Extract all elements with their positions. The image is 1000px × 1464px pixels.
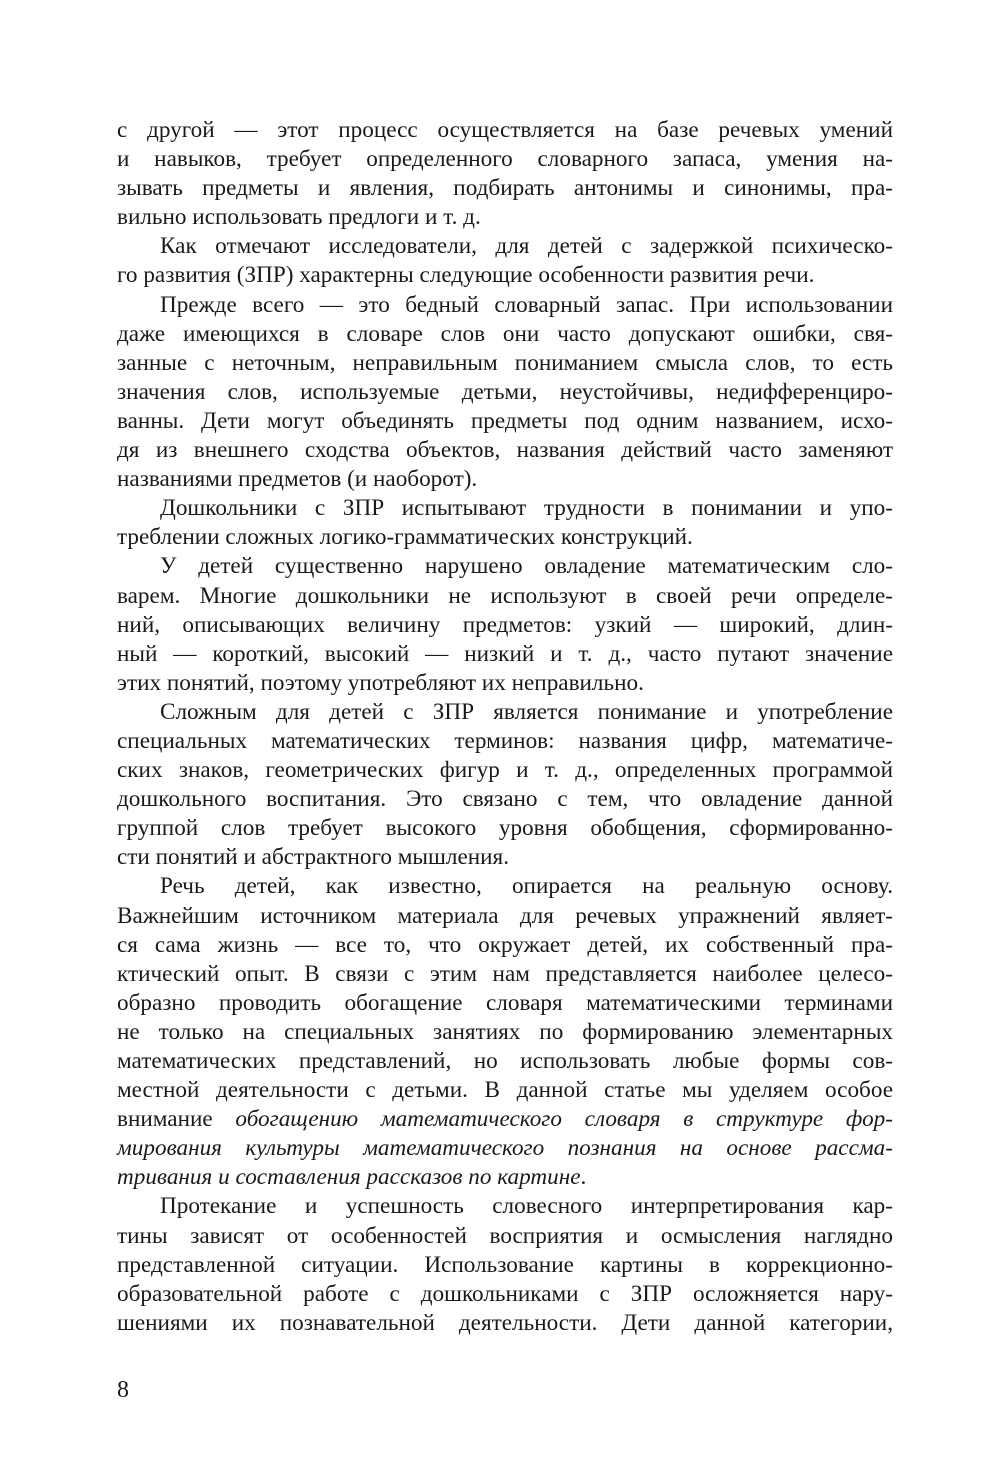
text-line: ских знаков, геометрических фигур и т. д., определенных программой	[117, 757, 893, 784]
page-number: 8	[117, 1377, 129, 1403]
text-line: местной деятельности с детьми. В данной статье мы уделяем особое	[117, 1077, 893, 1104]
text-line: сти понятий и абстрактного мышления.	[117, 844, 510, 871]
text-line: ный — короткий, высокий — низкий и т. д., часто путают значение	[117, 640, 893, 667]
text-line: тины зависят от особенностей восприятия и осмысления наглядно	[117, 1222, 893, 1249]
text-line: ся сама жизнь — все то, что окружает детей, их собственный пра-	[117, 931, 893, 958]
paragraph	[117, 698, 893, 873]
text-line: не только на специальных занятиях по формированию элементарных	[117, 1018, 893, 1045]
paragraph	[117, 872, 893, 1192]
text-line: Сложным для детей с ЗПР является понимание и употребление	[160, 698, 893, 725]
text-line: математических представлений, но использовать любые формы сов-	[117, 1048, 893, 1074]
paragraph	[117, 494, 893, 552]
text-line: дошкольного воспитания. Это связано с тем, что овладение данной	[117, 786, 893, 813]
text-line: Прежде всего — это бедный словарный запас. При использовании	[160, 291, 893, 318]
plain-text: .	[580, 1164, 587, 1191]
text-line: представленной ситуации. Использование картины в коррекционно-	[117, 1251, 893, 1278]
text-line: дя из внешнего сходства объектов, названия действий часто заменяют	[117, 437, 893, 464]
text-line: ний, описывающих величину предметов: узкий — широкий, длин-	[117, 611, 893, 638]
text-line: названиями предметов (и наоборот).	[117, 466, 478, 493]
text-line: группой слов требует высокого уровня обобщения, сформированно-	[117, 815, 893, 842]
text-line: Дошкольники с ЗПР испытывают трудности в понимании и упо-	[160, 495, 893, 522]
text-line: образно проводить обогащение словаря математическими терминами	[117, 989, 893, 1016]
text-line: Речь детей, как известно, опирается на реальную основу.	[160, 873, 893, 900]
emphasis-text: тривания и составления рассказов по картине	[117, 1164, 581, 1191]
text-line: Протекание и успешность словесного интерпретирования кар-	[160, 1193, 893, 1220]
text-line: ванны. Дети могут объединять предметы под одним названием, исхо-	[117, 407, 893, 434]
paragraph	[117, 232, 893, 290]
text-line: треблении сложных логико-грамматических конструкций.	[117, 524, 693, 551]
emphasis-text: обогащению математического словаря в структуре фор-	[235, 1106, 893, 1133]
text-line: специальных математических терминов: названия цифр, математиче-	[117, 727, 893, 754]
text-line: Важнейшим источником материала для речевых упражнений являет-	[117, 902, 893, 929]
emphasis-text: мирования культуры математического познания на основе рассма-	[117, 1135, 893, 1162]
text-line: Как отмечают исследователи, для детей с задержкой психическо-	[160, 233, 893, 260]
text-line: ктический опыт. В связи с этим нам представляется наиболее целесо-	[117, 960, 893, 987]
paragraph	[117, 291, 893, 495]
text-line	[117, 1105, 893, 1134]
text-line: У детей существенно нарушено овладение математическим сло-	[160, 553, 893, 580]
paragraph	[117, 552, 893, 697]
paragraph	[117, 116, 893, 232]
plain-text: внимание	[117, 1106, 236, 1133]
text-line: значения слов, используемые детьми, неустойчивы, недифференциро-	[117, 378, 893, 405]
text-line: вильно использовать предлоги и т. д.	[117, 204, 481, 231]
text-line	[117, 1163, 893, 1192]
text-line: зывать предметы и явления, подбирать антонимы и синонимы, пра-	[117, 175, 893, 202]
text-line: с другой — этот процесс осуществляется на базе речевых умений	[117, 117, 893, 143]
paragraph	[117, 1192, 893, 1337]
text-line	[117, 1134, 893, 1163]
text-line: го развития (ЗПР) характерны следующие особенности развития речи.	[117, 262, 815, 289]
text-line: шениями их познавательной деятельности. Дети данной категории,	[117, 1309, 893, 1336]
text-line: образовательной работе с дошкольниками с ЗПР осложняется нару-	[117, 1280, 893, 1307]
text-line: даже имеющихся в словаре слов они часто допускают ошибки, свя-	[117, 320, 893, 347]
text-line: занные с неточным, неправильным пониманием смысла слов, то есть	[117, 349, 893, 376]
page-body	[117, 116, 893, 1338]
text-line: этих понятий, поэтому употребляют их неправильно.	[117, 669, 644, 696]
text-line: и навыков, требует определенного словарного запаса, умения на-	[117, 146, 893, 173]
text-line: варем. Многие дошкольники не используют в своей речи определе-	[117, 582, 893, 609]
